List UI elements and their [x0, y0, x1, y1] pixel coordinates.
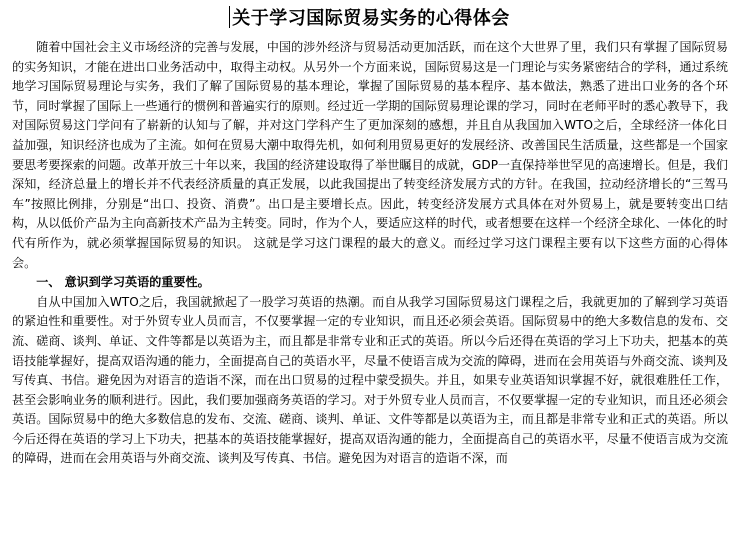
text-cursor	[229, 6, 230, 28]
section-heading: 一、 意识到学习英语的重要性。	[36, 275, 210, 290]
document-title: 关于学习国际贸易实务的心得体会	[232, 8, 510, 29]
section-paragraph: 自从中国加入WTO之后，我国就掀起了一股学习英语的热潮。而自从我学习国际贸易这门课程之后，我就更加的了解到学习英语的紧迫性和重要性。对于外贸专业人员而言，不仅要掌握一定的专业知识，而且还必须会英语。国际贸易中的绝大多数信息的发布、交流、磋商、谈判、单证、文件等都是以英语为主，而且都是非常专业和正式的英语。所以今后还得在英语的学习上下功夫，把基本的英语技能掌握好，提高双语沟通的能力，全面提高自己的英语水平，尽量不使语言成为交流的障碍，进而在会用英语与外商交流、谈判及写传真、书信。避免因为对语言的造诣不深，而在出口贸易的过程中蒙受损失。并且，如果专业英语知识掌握不好，就很难胜任工作，甚至会影响业务的顺利进行。因此，我们要加强商务英语的学习。对于外贸专业人员而言，不仅要掌握一定的专业知识，而且还必须会英语。国际贸易中的绝大多数信息的发布、交流、磋商、谈判、单证、文件等都是以英语为主，而且都是非常专业和正式的英语。所以今后还得在英语的学习上下功夫，把基本的英语技能掌握好，提高双语沟通的能力，全面提高自己的英语水平，尽量不使语言成为交流的障碍，进而在会用英语与外商交流、谈判及写传真、书信。避免因为对语言的造诣不深，而	[12, 294, 728, 466]
intro-paragraph: 随着中国社会主义市场经济的完善与发展，中国的涉外经济与贸易活动更加活跃，而在这个大世界了里，我们只有掌握了国际贸易的实务知识，才能在进出口业务活动中，取得主动权。从另外一个方面来说，国际贸易这是一门理论与实务紧密结合的学科，通过系统地学习国际贸易理论与实务，我们了解了国际贸易的基本理论，掌握了国际贸易的基本程序、基本做法，熟悉了进出口业务的各个环节，同时掌握了国际上一些通行的惯例和普遍实行的原则。经过近一学期的国际贸易理论课的学习，同时在老师平时的悉心教导下，我对国际贸易这门学问有了崭新的认知与了解，并对这门学科产生了更加深刻的感想，并且自从我国加入WTO之后，全球经济一体化日益加强，知识经济也成为了主流。如何在贸易大潮中取得先机，如何利用贸易更好的发展经济、改善国民生活质量，这些都是一个国家要思考要探索的问题。改革开放三十年以来，我国的经济建设取得了举世瞩目的成就，GDP一直保持举世罕见的高速增长。但是，我们深知，经济总量上的增长并不代表经济质量的真正发展，以此我国提出了转变经济发展方式的方针。在我国，拉动经济增长的“三驾马车”按照比例排，分别是“出口、投资、消费”。出口是主要增长点。因此，转变经济发展方式具体在对外贸易上，就是要转变出口结构，从以低价产品为主向高新技术产品为主转变。同时，作为个人，要适应这样的时代，或者想要在这样一个经济全球化、一体化的时代有所作为，就必须掌握国际贸易的知识。 这就是学习这门课程的最大的意义。而经过学习这门课程主要有以下这些方面的心得体会。	[12, 40, 728, 270]
document-body[interactable]	[12, 38, 728, 469]
document-title-row	[0, 6, 739, 31]
